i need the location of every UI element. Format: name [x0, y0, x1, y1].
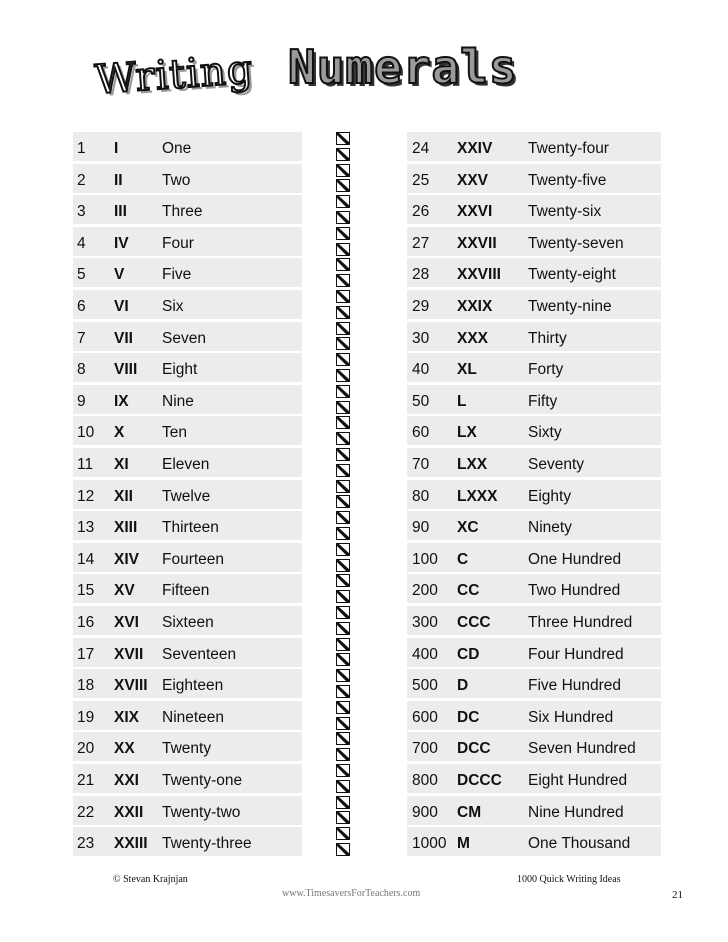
table-row — [0, 131, 728, 163]
arabic-number: 400 — [412, 645, 438, 663]
checkbox-icon[interactable] — [336, 543, 350, 556]
table-row — [0, 510, 728, 542]
number-word: Fifteen — [162, 582, 210, 600]
number-word: Three Hundred — [528, 614, 633, 631]
checkbox-icon[interactable] — [336, 827, 350, 840]
checkbox-icon[interactable] — [336, 653, 350, 666]
number-word: Fourteen — [162, 550, 225, 568]
checkbox-icon[interactable] — [336, 622, 350, 635]
arabic-number: 10 — [77, 424, 95, 442]
checkbox-icon[interactable] — [336, 480, 350, 493]
table-row — [0, 826, 728, 858]
checkbox-icon[interactable] — [336, 432, 350, 445]
number-word: Seven — [162, 329, 206, 347]
number-word: Two Hundred — [528, 582, 621, 600]
roman-numeral: X — [114, 424, 125, 442]
number-word: Eighteen — [162, 677, 224, 695]
roman-numeral: XVI — [114, 614, 139, 631]
roman-numeral: LX — [457, 424, 477, 442]
roman-numeral: C — [457, 550, 469, 568]
checkbox-icon[interactable] — [336, 290, 350, 303]
number-word: Twenty-one — [162, 772, 243, 789]
number-word: Five Hundred — [528, 677, 622, 695]
arabic-number: 27 — [412, 234, 430, 252]
roman-numeral: XXX — [457, 329, 489, 347]
checkbox-icon[interactable] — [336, 164, 350, 177]
checkbox-icon[interactable] — [336, 353, 350, 366]
number-word: Ten — [162, 424, 187, 442]
checkbox-icon[interactable] — [336, 495, 350, 508]
arabic-number: 28 — [412, 266, 430, 284]
checkbox-icon[interactable] — [336, 306, 350, 319]
roman-numeral: IX — [114, 392, 129, 410]
arabic-number: 22 — [77, 803, 95, 821]
checkbox-icon[interactable] — [336, 337, 350, 350]
number-word: Twenty-eight — [528, 266, 616, 284]
number-word: Eleven — [162, 456, 210, 473]
number-word: Four Hundred — [528, 645, 624, 663]
roman-numeral: VII — [114, 329, 133, 347]
roman-numeral: XL — [457, 361, 477, 379]
roman-numeral: XIII — [114, 519, 138, 537]
roman-numeral: XX — [114, 740, 135, 758]
number-word: Eight Hundred — [528, 772, 628, 789]
row-band-left — [73, 416, 302, 445]
arabic-number: 18 — [77, 677, 95, 695]
number-word: Twelve — [162, 487, 211, 505]
arabic-number: 1000 — [412, 835, 447, 853]
arabic-number: 26 — [412, 203, 430, 221]
checkbox-column — [336, 131, 356, 851]
arabic-number: 60 — [412, 424, 430, 442]
roman-numeral: XVIII — [114, 677, 148, 695]
number-word: Nineteen — [162, 708, 225, 726]
number-word: Nine — [162, 392, 194, 410]
checkbox-icon[interactable] — [336, 717, 350, 730]
checkbox-icon[interactable] — [336, 685, 350, 698]
checkbox-icon[interactable] — [336, 638, 350, 651]
arabic-number: 2 — [77, 171, 86, 189]
page-number: 21 — [672, 889, 683, 901]
arabic-number: 30 — [412, 329, 430, 347]
arabic-number: 40 — [412, 361, 430, 379]
checkbox-icon[interactable] — [336, 274, 350, 287]
arabic-number: 7 — [77, 329, 86, 347]
roman-numeral: LXXX — [457, 487, 498, 505]
table-row — [0, 542, 728, 574]
table-row — [0, 321, 728, 353]
number-word: One — [162, 140, 192, 157]
arabic-number: 17 — [77, 645, 95, 663]
checkbox-icon[interactable] — [336, 448, 350, 461]
number-word: Twenty-three — [162, 835, 252, 853]
roman-numeral: I — [114, 140, 119, 157]
arabic-number: 200 — [412, 582, 438, 600]
roman-numeral: V — [114, 266, 125, 284]
roman-numeral: III — [114, 203, 127, 221]
roman-numeral: XXVII — [457, 234, 497, 252]
checkbox-icon[interactable] — [336, 416, 350, 429]
number-word: Nine Hundred — [528, 803, 624, 821]
number-word: Thirteen — [162, 519, 219, 537]
number-word: Forty — [528, 361, 564, 379]
roman-numeral: XV — [114, 582, 135, 600]
arabic-number: 5 — [77, 266, 86, 284]
number-word: Two — [162, 171, 191, 189]
table-row — [0, 795, 728, 827]
roman-numeral: CC — [457, 582, 480, 600]
table-row — [0, 257, 728, 289]
number-word: Seventeen — [162, 645, 237, 663]
arabic-number: 9 — [77, 392, 86, 410]
table-row — [0, 226, 728, 258]
table-row — [0, 763, 728, 795]
table-row — [0, 384, 728, 416]
arabic-number: 13 — [77, 519, 95, 537]
roman-numeral: XXIV — [457, 140, 493, 157]
number-word: Six Hundred — [528, 708, 614, 726]
table-row — [0, 352, 728, 384]
roman-numeral: XVII — [114, 645, 144, 663]
arabic-number: 12 — [77, 487, 95, 505]
row-band-left — [73, 290, 302, 319]
table-row — [0, 447, 728, 479]
number-word: Twenty-nine — [528, 298, 612, 315]
arabic-number: 500 — [412, 677, 438, 695]
checkbox-icon[interactable] — [336, 764, 350, 777]
checkbox-icon[interactable] — [336, 148, 350, 161]
page-title — [0, 0, 728, 120]
arabic-number: 50 — [412, 392, 430, 410]
number-word: Twenty-six — [528, 203, 602, 221]
table-row — [0, 573, 728, 605]
arabic-number: 900 — [412, 803, 438, 821]
arabic-number: 25 — [412, 171, 430, 189]
title-writing: Writing — [93, 46, 255, 104]
checkbox-icon[interactable] — [336, 132, 350, 145]
arabic-number: 24 — [412, 140, 430, 157]
number-word: Sixteen — [162, 614, 214, 631]
checkbox-icon[interactable] — [336, 227, 350, 240]
arabic-number: 70 — [412, 456, 430, 473]
title-numerals: Numerals — [288, 40, 518, 94]
table-row — [0, 731, 728, 763]
roman-numeral: LXX — [457, 456, 488, 473]
arabic-number: 21 — [77, 772, 95, 789]
number-word: Six — [162, 298, 184, 315]
arabic-number: 16 — [77, 614, 95, 631]
checkbox-icon[interactable] — [336, 606, 350, 619]
checkbox-icon[interactable] — [336, 369, 350, 382]
roman-numeral: II — [114, 171, 123, 189]
number-word: Fifty — [528, 392, 558, 410]
checkbox-icon[interactable] — [336, 511, 350, 524]
checkbox-icon[interactable] — [336, 590, 350, 603]
number-word: Three — [162, 203, 203, 221]
checkbox-icon[interactable] — [336, 401, 350, 414]
table-row — [0, 605, 728, 637]
number-word: Eight — [162, 361, 198, 379]
number-word: Ninety — [528, 519, 572, 537]
roman-numeral: XXVIII — [457, 266, 501, 284]
table-row — [0, 700, 728, 732]
checkbox-icon[interactable] — [336, 780, 350, 793]
roman-numeral: XC — [457, 519, 479, 537]
checkbox-icon[interactable] — [336, 464, 350, 477]
number-word: Twenty-five — [528, 171, 607, 189]
roman-numeral: XXVI — [457, 203, 493, 221]
arabic-number: 29 — [412, 298, 430, 315]
roman-numeral: XXIII — [114, 835, 148, 853]
arabic-number: 100 — [412, 550, 438, 568]
number-word: Twenty — [162, 740, 212, 758]
footer-copyright: © Stevan Krajnjan — [113, 874, 188, 885]
roman-numeral: XIV — [114, 550, 139, 568]
roman-numeral: XXII — [114, 803, 144, 821]
roman-numeral: DCCC — [457, 772, 502, 789]
number-word: Twenty-two — [162, 803, 241, 821]
arabic-number: 8 — [77, 361, 86, 379]
arabic-number: 800 — [412, 772, 438, 789]
roman-numeral: XII — [114, 487, 133, 505]
table-row — [0, 289, 728, 321]
table-row — [0, 415, 728, 447]
roman-numeral: XXIX — [457, 298, 493, 315]
roman-numeral: L — [457, 392, 467, 410]
roman-numeral: D — [457, 677, 469, 695]
number-word: Thirty — [528, 329, 567, 347]
footer-book-title: 1000 Quick Writing Ideas — [517, 874, 621, 885]
arabic-number: 90 — [412, 519, 430, 537]
arabic-number: 6 — [77, 298, 86, 315]
checkbox-icon[interactable] — [336, 669, 350, 682]
number-word: Twenty-four — [528, 140, 609, 157]
roman-numeral: XI — [114, 456, 129, 473]
arabic-number: 19 — [77, 708, 95, 726]
roman-numeral: VI — [114, 298, 129, 315]
checkbox-icon[interactable] — [336, 559, 350, 572]
roman-numeral: VIII — [114, 361, 138, 379]
checkbox-icon[interactable] — [336, 796, 350, 809]
roman-numeral: M — [457, 835, 470, 853]
number-word: One Thousand — [528, 835, 631, 853]
checkbox-icon[interactable] — [336, 574, 350, 587]
arabic-number: 3 — [77, 203, 86, 221]
arabic-number: 23 — [77, 835, 95, 853]
table-row — [0, 194, 728, 226]
arabic-number: 80 — [412, 487, 430, 505]
checkbox-icon[interactable] — [336, 211, 350, 224]
checkbox-icon[interactable] — [336, 243, 350, 256]
number-word: Sixty — [528, 424, 562, 442]
checkbox-icon[interactable] — [336, 385, 350, 398]
arabic-number: 600 — [412, 708, 438, 726]
checkbox-icon[interactable] — [336, 843, 350, 856]
arabic-number: 20 — [77, 740, 95, 758]
roman-numeral: XXV — [457, 171, 489, 189]
roman-numeral: XIX — [114, 708, 139, 726]
checkbox-icon[interactable] — [336, 527, 350, 540]
checkbox-icon[interactable] — [336, 258, 350, 271]
roman-numeral: CD — [457, 645, 480, 663]
roman-numeral: CM — [457, 803, 482, 821]
checkbox-icon[interactable] — [336, 732, 350, 745]
number-word: Four — [162, 234, 194, 252]
roman-numeral: IV — [114, 234, 129, 252]
table-row — [0, 163, 728, 195]
roman-numeral: CCC — [457, 614, 491, 631]
checkbox-icon[interactable] — [336, 195, 350, 208]
checkbox-icon[interactable] — [336, 322, 350, 335]
roman-numeral: XXI — [114, 772, 139, 789]
arabic-number: 4 — [77, 234, 86, 252]
checkbox-icon[interactable] — [336, 811, 350, 824]
number-word: One Hundred — [528, 550, 622, 568]
arabic-number: 300 — [412, 614, 438, 631]
arabic-number: 700 — [412, 740, 438, 758]
roman-numeral: DC — [457, 708, 480, 726]
arabic-number: 11 — [77, 456, 94, 473]
arabic-number: 15 — [77, 582, 95, 600]
number-word: Five — [162, 266, 192, 284]
table-row — [0, 637, 728, 669]
checkbox-icon[interactable] — [336, 748, 350, 761]
footer-website: www.TimesaversForTeachers.com — [282, 888, 421, 899]
table-row — [0, 668, 728, 700]
number-word: Seven Hundred — [528, 740, 636, 758]
checkbox-icon[interactable] — [336, 701, 350, 714]
table-row — [0, 479, 728, 511]
number-word: Eighty — [528, 487, 572, 505]
checkbox-icon[interactable] — [336, 179, 350, 192]
arabic-number: 1 — [77, 140, 86, 157]
number-word: Twenty-seven — [528, 234, 624, 252]
number-word: Seventy — [528, 456, 585, 473]
roman-numeral: DCC — [457, 740, 491, 758]
arabic-number: 14 — [77, 550, 95, 568]
